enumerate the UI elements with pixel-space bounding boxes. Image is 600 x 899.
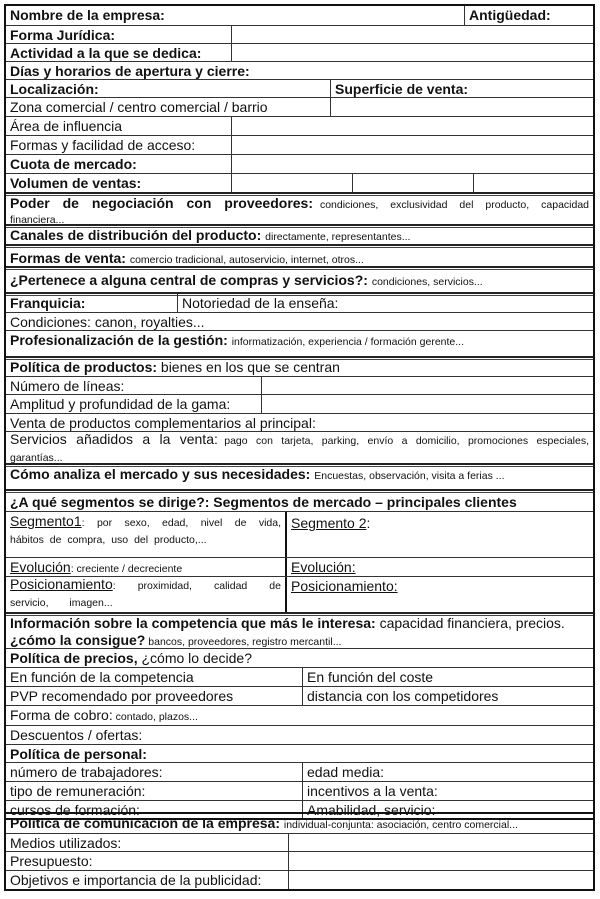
row-nombre <box>6 6 593 25</box>
row-personal-2 <box>6 781 593 800</box>
evolucion2-field[interactable]: Evolución: <box>285 558 593 576</box>
row-forma-juridica <box>6 25 593 43</box>
superficie-field[interactable]: Superficie de venta: <box>330 80 593 97</box>
row-condiciones <box>6 312 593 330</box>
nombre-field[interactable] <box>6 6 464 25</box>
como-consigue-hint: bancos, proveedores, registro mercantil... <box>145 636 342 648</box>
formas-acceso-input[interactable] <box>231 136 593 154</box>
row-objetivos <box>6 870 593 889</box>
row-poder-negociacion <box>6 192 593 224</box>
posicionamiento1-field[interactable] <box>6 577 285 612</box>
row-descuentos <box>6 725 593 744</box>
row-precios-2 <box>6 686 593 705</box>
formas-venta-field[interactable] <box>6 246 593 266</box>
volumen-ventas-label: Volumen de ventas: <box>10 175 142 191</box>
incentivos-field[interactable]: incentivos a la venta: <box>302 782 593 800</box>
analiza-mercado-field[interactable] <box>6 465 593 489</box>
row-franquicia <box>6 292 593 312</box>
objetivos-input[interactable] <box>288 871 593 889</box>
canales-field[interactable] <box>6 226 593 244</box>
communication-form <box>4 812 595 891</box>
objetivos-label: Objetivos e importancia de la publicidad: <box>10 872 262 888</box>
row-zona <box>6 97 593 116</box>
canales-label: Canales de distribución del producto: <box>10 227 262 243</box>
politica-comunicacion-hint: individual-conjunta: asociación, centro comercial... <box>283 819 518 831</box>
area-influencia-label: Área de influencia <box>10 118 123 134</box>
actividad-input[interactable] <box>231 44 593 61</box>
formas-venta-label: Formas de venta: <box>10 250 126 266</box>
cuota-mercado-label: Cuota de mercado: <box>10 156 137 172</box>
politica-comunicacion-field[interactable] <box>6 814 593 833</box>
notoriedad-field[interactable]: Notoriedad de la enseña: <box>177 294 593 312</box>
row-volumen-ventas <box>6 173 593 192</box>
analiza-mercado-hint: Encuestas, observación, visita a ferias ... <box>314 470 505 482</box>
row-analiza-mercado <box>6 463 593 489</box>
politica-comunicacion-label: Política de comunicación de la empresa: <box>10 815 280 831</box>
row-area-influencia <box>6 116 593 135</box>
cuota-mercado-input[interactable] <box>231 155 593 173</box>
posicionamiento1-label: Posicionamiento <box>10 577 113 592</box>
central-compras-field[interactable] <box>6 268 593 292</box>
forma-juridica-input[interactable] <box>231 26 593 43</box>
central-compras-hint: condiciones, servicios... <box>371 276 483 288</box>
segmento1-hint: : por sexo, edad, nivel de vida, hábitos de compra, uso del producto,... <box>10 517 281 546</box>
row-politica-comunicacion <box>6 814 593 833</box>
row-formas-venta <box>6 244 593 266</box>
formas-acceso-label: Formas y facilidad de acceso: <box>10 137 196 153</box>
evolucion1-field[interactable] <box>6 558 285 576</box>
trabajadores-field[interactable]: número de trabajadores: <box>10 764 163 780</box>
segmento2-field[interactable] <box>285 512 593 557</box>
remuneracion-field[interactable]: tipo de remuneración: <box>10 783 146 799</box>
forma-cobro-label: Forma de cobro: <box>10 707 113 723</box>
row-politica-productos <box>6 356 593 376</box>
row-posicionamiento <box>6 576 593 612</box>
pvp-recomendado-field[interactable]: PVP recomendado por proveedores <box>10 688 234 704</box>
poder-negociacion-hint: condiciones, exclusividad del producto, capacidad financiera... <box>10 199 590 224</box>
poder-negociacion-field[interactable] <box>6 194 593 224</box>
profesionalizacion-field[interactable] <box>6 331 593 356</box>
volumen-ventas-input-1[interactable] <box>231 174 352 192</box>
row-servicios <box>6 431 593 463</box>
segmentos-title: ¿A qué segmentos se dirige?: Segmentos de mercado – principales clientes <box>10 494 517 510</box>
evolucion1-label: Evolución <box>10 559 71 575</box>
row-actividad <box>6 43 593 61</box>
segmento2-label: Segmento 2 <box>291 515 367 531</box>
row-complementarios <box>6 413 593 431</box>
analiza-mercado-label: Cómo analiza el mercado y sus necesidades: <box>10 466 311 482</box>
servicios-field[interactable] <box>6 432 593 463</box>
row-precios-1 <box>6 667 593 686</box>
politica-productos-hint: bienes en los que se centran <box>160 359 340 375</box>
row-numero-lineas <box>6 376 593 394</box>
segmento1-field[interactable] <box>6 512 285 557</box>
zona-label: Zona comercial / centro comercial / barrio <box>10 99 268 115</box>
politica-productos-label: Política de productos: <box>10 359 158 375</box>
antiguedad-field[interactable] <box>464 6 593 25</box>
row-politica-precios <box>6 648 593 667</box>
competencia-field[interactable] <box>6 614 593 648</box>
nombre-label: Nombre de la empresa: <box>10 7 165 23</box>
row-formas-acceso <box>6 135 593 154</box>
segmento1-label: Segmento1 <box>10 513 82 529</box>
amabilidad-field[interactable]: Amabilidad, servicio: <box>302 801 593 818</box>
area-influencia-input[interactable] <box>231 117 593 135</box>
row-profesionalizacion <box>6 330 593 356</box>
politica-precios-field[interactable] <box>6 649 593 667</box>
row-central-compras <box>6 266 593 292</box>
medios-input[interactable] <box>288 834 593 851</box>
row-localizacion <box>6 79 593 97</box>
distancia-competidores-field[interactable]: distancia con los competidores <box>302 687 593 705</box>
numero-lineas-input[interactable] <box>261 377 593 394</box>
funcion-coste-field[interactable]: En función del coste <box>302 668 593 686</box>
franquicia-field[interactable]: Franquicia: <box>10 295 86 311</box>
posicionamiento1-hint: : proximidad, calidad de servicio, imagen... <box>10 580 281 609</box>
volumen-ventas-input-3[interactable] <box>473 174 593 192</box>
localizacion-label: Localización: <box>10 81 99 97</box>
volumen-ventas-input-2[interactable] <box>352 174 473 192</box>
evolucion1-hint: : creciente / decreciente <box>70 563 183 575</box>
row-politica-personal <box>6 744 593 762</box>
funcion-competencia-field[interactable]: En función de la competencia <box>10 669 194 685</box>
presupuesto-label: Presupuesto: <box>10 853 93 869</box>
actividad-label: Actividad a la que se dedica: <box>10 45 202 61</box>
servicios-hint: pago con tarjeta, parking, envío a domicilio, promociones especiales, garantías... <box>10 435 589 463</box>
descuentos-field[interactable]: Descuentos / ofertas: <box>10 727 143 743</box>
row-segmentos-titulo <box>6 489 593 511</box>
superficie-input[interactable] <box>330 98 593 116</box>
profesionalizacion-label: Profesionalización de la gestión: <box>10 332 228 348</box>
central-compras-label: ¿Pertenece a alguna central de compras y servicios?: <box>10 272 368 288</box>
row-amplitud <box>6 394 593 413</box>
como-consigue-label: ¿cómo la consigue? <box>10 632 146 648</box>
forma-cobro-hint: contado, plazos... <box>112 711 198 723</box>
numero-lineas-label: Número de líneas: <box>10 378 125 394</box>
amplitud-label: Amplitud y profundidad de la gama: <box>10 396 231 412</box>
poder-negociacion-label: Poder de negociación con proveedores: <box>10 195 314 211</box>
antiguedad-label: Antigüedad: <box>469 7 551 23</box>
servicios-label: Servicios añadidos a la venta: <box>10 432 218 447</box>
dias-horarios-field[interactable]: Días y horarios de apertura y cierre: <box>10 63 250 79</box>
posicionamiento2-field[interactable]: Posicionamiento: <box>285 577 593 612</box>
formas-venta-hint: comercio tradicional, autoservicio, internet, otros... <box>129 254 364 266</box>
segmento2-suffix: : <box>366 515 371 531</box>
row-dias-horarios <box>6 61 593 79</box>
row-canales <box>6 224 593 244</box>
amplitud-input[interactable] <box>261 395 593 413</box>
condiciones-field[interactable]: Condiciones: canon, royalties... <box>10 314 205 330</box>
row-medios <box>6 833 593 851</box>
forma-juridica-label: Forma Jurídica: <box>10 27 116 43</box>
competencia-hint: capacidad financiera, precios. <box>375 615 565 631</box>
row-personal-1 <box>6 762 593 781</box>
forma-cobro-field[interactable] <box>6 706 593 725</box>
cursos-field[interactable]: cursos de formación: <box>10 802 140 818</box>
competencia-label: Información sobre la competencia que más le interesa: <box>10 615 376 631</box>
politica-productos-field[interactable] <box>6 358 593 376</box>
canales-hint: directamente, representantes... <box>265 231 411 243</box>
complementarios-field[interactable]: Venta de productos complementarios al principal: <box>10 415 316 431</box>
edad-media-field[interactable]: edad media: <box>302 763 593 781</box>
row-segmento <box>6 511 593 557</box>
politica-precios-hint: ¿cómo lo decide? <box>137 650 253 666</box>
row-cuota-mercado <box>6 154 593 173</box>
profesionalizacion-hint: informatización, experiencia / formación gerente... <box>231 336 465 348</box>
politica-personal-label: Política de personal: <box>10 746 147 762</box>
row-competencia <box>6 612 593 648</box>
politica-precios-label: Política de precios, <box>10 650 138 666</box>
row-forma-cobro <box>6 705 593 725</box>
business-analysis-form <box>4 4 595 820</box>
row-presupuesto <box>6 851 593 870</box>
medios-label: Medios utilizados: <box>10 835 122 851</box>
row-evolucion <box>6 557 593 576</box>
presupuesto-input[interactable] <box>288 852 593 870</box>
